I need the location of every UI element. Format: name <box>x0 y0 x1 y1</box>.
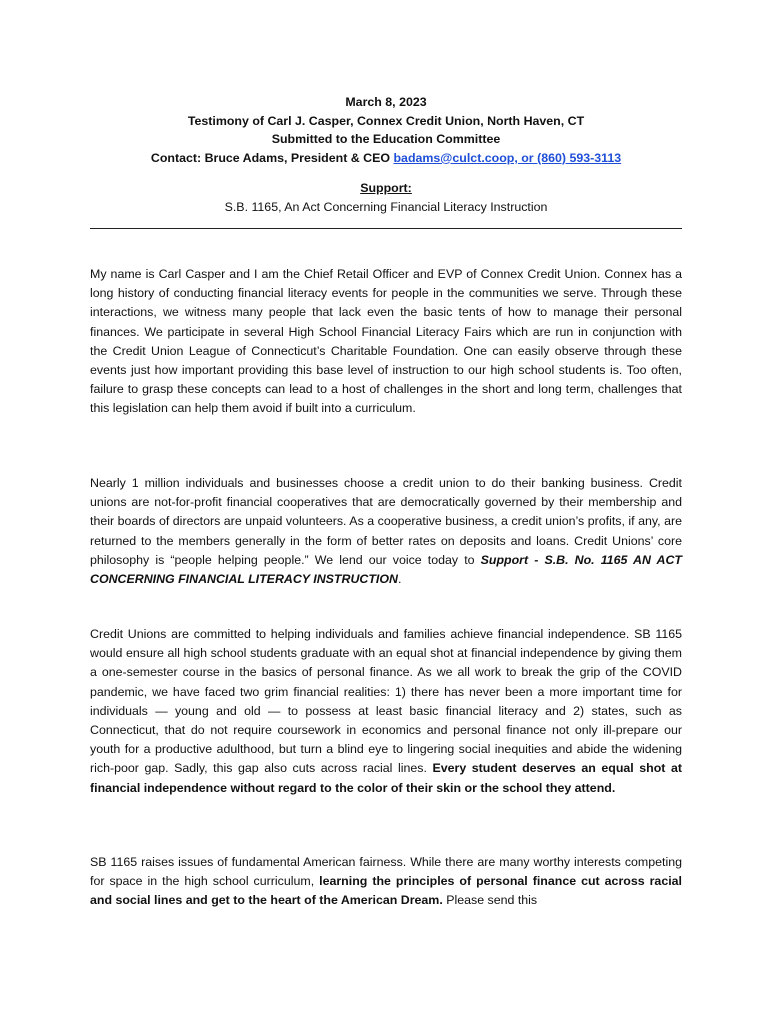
testimony-header <box>90 93 682 217</box>
paragraph-financial-independence <box>90 625 682 798</box>
contact-line <box>90 149 682 168</box>
paragraph-financial-independence-text: Credit Unions are committed to helping individuals and families achieve financial independence. SB 1165 would ensure all high school students graduate with an equal shot at financial independence by giving them a one-semester course in the basics of personal finance. As we all work to break the grip of the COVID pandemic, we have faced two grim financial realities: 1) there has never been a more important time for individuals — young and old — to possess at least basic financial literacy and 2) states, such as Connecticut, that do not require coursework in economics and personal finance not only ill-prepare our youth for a productive adulthood, but turn a blind eye to lingering social inequities and abide the widening rich-poor gap. Sadly, this gap also cuts across racial lines. <box>90 627 682 776</box>
testimony-date: March 8, 2023 <box>345 95 427 109</box>
american-dream-statement: learning the principles of personal finance cut across racial and social lines and get to the heart of the American Dream. <box>90 874 682 908</box>
support-label: Support: <box>360 181 412 196</box>
paragraph-fairness-end: Please send this <box>442 893 538 908</box>
equal-shot-statement: Every student deserves an equal shot at financial independence without regard to the color of their skin or the school they attend. <box>90 761 682 795</box>
header-divider <box>90 228 682 229</box>
paragraph-introduction: My name is Carl Casper and I am the Chief Retail Officer and EVP of Connex Credit Union. Connex has a long history of conducting financial literacy events for people in the communities we serve. Through these interactions, we witness many people that lack even the basic tents of how to manage their personal finances. We participate in several High School Financial Literacy Fairs which are run in conjunction with the Credit Union League of Connecticut’s Charitable Foundation. One can easily observe through these events just how important providing this base level of instruction to our high school students is. Too often, failure to grasp these concepts can lead to a host of challenges in the short and long term, challenges that this legislation can help them avoid if built into a curriculum. <box>90 267 682 416</box>
paragraph-fairness-text: SB 1165 raises issues of fundamental American fairness. While there are many worthy interests competing for space in the high school curriculum, <box>90 855 682 889</box>
paragraph-credit-unions-text: Nearly 1 million individuals and businesses choose a credit union to do their banking business. Credit unions are not-for-profit financial cooperatives that are democratically governed by their membership and their boards of directors are unpaid volunteers. As a cooperative business, a credit union’s profits, if any, are returned to the members generally in the form of better rates on deposits and loans. Credit Unions’ core philosophy is “people helping people.” We lend our voice today to <box>90 476 682 567</box>
paragraph-credit-unions-end: . <box>397 572 402 587</box>
bill-title: S.B. 1165, An Act Concerning Financial Literacy Instruction <box>224 199 548 214</box>
contact-prefix: Contact: Bruce Adams, President & CEO <box>150 150 391 165</box>
paragraph-fairness <box>90 853 682 911</box>
contact-email-link[interactable]: badams@culct.coop, or (860) 593-3113 <box>393 150 622 165</box>
support-statement: Support - S.B. No. 1165 AN ACT CONCERNING FINANCIAL LITERACY INSTRUCTION <box>90 552 682 587</box>
testimony-title: Testimony of Carl J. Casper, Connex Credit Union, North Haven, CT <box>187 113 585 128</box>
committee-line: Submitted to the Education Committee <box>271 132 501 147</box>
paragraph-credit-unions <box>90 474 682 589</box>
